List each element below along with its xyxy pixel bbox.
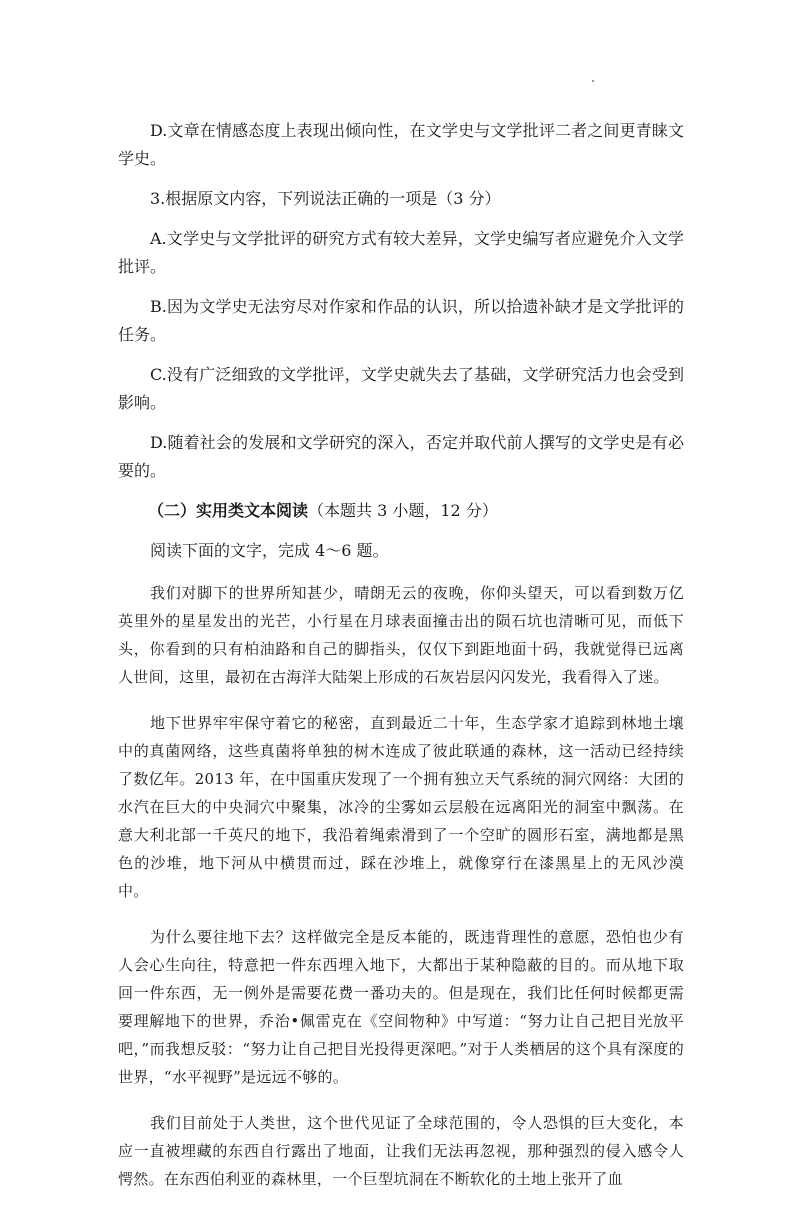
passage-paragraph-1: 我们对脚下的世界所知甚少，晴朗无云的夜晚，你仰头望天，可以看到数万亿英里外的星星发出的光芒，小行星在月球表面撞击出的陨石坑也清晰可见，而低下头，你看到的只有柏油路和自己的脚指头，仅仅下到距地面十码，我就觉得已远离人世间，这里，最初在古海洋大陆架上形成的石灰岩层闪闪发光，我看得入了迷。	[118, 584, 684, 686]
passage-paragraph-2: 地下世界牢牢保守着它的秘密，直到最近二十年，生态学家才追踪到林地土壤中的真菌网络，这些真菌将单独的树木连成了彼此联通的森林，这一活动已经持续了数亿年。2013 年，在中国重庆发现了一个拥有独立天气系统的洞穴网络：大团的水汽在巨大的中央洞穴中聚集，冰冷的尘雾如云层般在远离阳光的洞室中飘荡。在意大利北部一千英尺的地下，我沿着绳索滑到了一个空旷的圆形石室，满地都是黑色的沙堆，地下河从中横贯而过，踩在沙堆上，就像穿行在漆黑星上的无风沙漠中。	[118, 714, 684, 900]
document-content	[118, 117, 684, 1211]
q2-option-d: D.文章在情感态度上表现出倾向性，在文学史与文学批评二者之间更青睐文学史。	[118, 121, 684, 168]
q3-title: 3.根据原文内容，下列说法正确的一项是（3 分）	[150, 189, 501, 208]
section-heading-note: （本题共 3 小题，12 分）	[308, 501, 498, 520]
section-heading	[118, 497, 684, 525]
q3-option-a: A.文学史与文学批评的研究方式有较大差异，文学史编写者应避免介入文学批评。	[118, 229, 684, 276]
q3-option-c: C.没有广泛细致的文学批评，文学史就失去了基础，文学研究活力也会受到影响。	[118, 365, 684, 412]
section-heading-title: （二）实用类文本阅读	[148, 501, 309, 520]
q3-option-b: B.因为文学史无法穷尽对作家和作品的认识，所以拾遗补缺才是文学批评的任务。	[118, 297, 684, 344]
q3-option-d: D.随着社会的发展和文学研究的深入，否定并取代前人撰写的文学史是有必要的。	[118, 433, 684, 480]
passage-paragraph-4: 我们目前处于人类世，这个世代见证了全球范围的，令人恐惧的巨大变化，本应一直被埋藏的东西自行露出了地面，让我们无法再忽视，那种强烈的侵入感令人愕然。在东西伯利亚的森林里，一个巨型坑洞在不断软化的土地上张开了血	[118, 1114, 684, 1188]
page-mark	[592, 80, 594, 82]
passage-paragraph-3: 为什么要往地下去？这样做完全是反本能的，既违背理性的意愿，恐怕也少有人会心生向往，特意把一件东西埋入地下，大都出于某种隐蔽的目的。而从地下取回一件东西，无一例外是需要花费一番功夫的。但是现在，我们比任何时候都更需要理解地下的世界，乔治•佩雷克在《空间物种》中写道：“努力让自己把目光放平吧，”而我想反驳：“努力让自己把目光投得更深吧。”对于人类栖居的这个具有深度的世界，“水平视野”是远远不够的。	[118, 928, 684, 1086]
section-instruction: 阅读下面的文字，完成 4～6 题。	[150, 541, 389, 560]
